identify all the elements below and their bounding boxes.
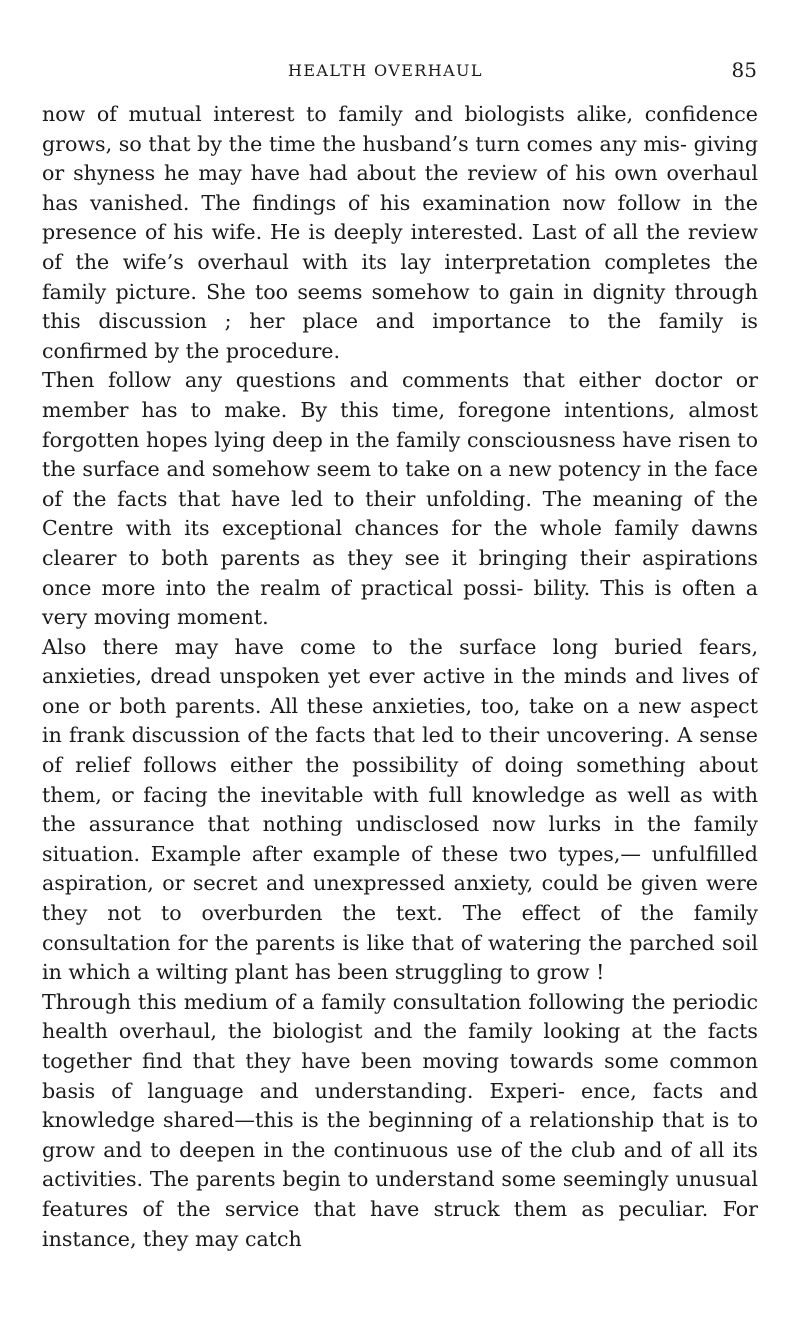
running-title: HEALTH OVERHAUL: [288, 61, 483, 80]
page-number: 85: [731, 58, 757, 82]
paragraph: Then follow any questions and comments that either doctor or member has to make. By this time, foregone intentions, almost forgotten hopes lying deep in the family consciousness have risen to the surface and somehow seem to take on a new potency in the face of the facts that have led to their unfolding. The meaning of the Centre with its exceptional chances for the whole family dawns clearer to both parents as they see it bringing their aspirations once more into the realm of practical possi- bility. This is often a very moving moment.: [42, 368, 758, 630]
paragraph: Through this medium of a family consultation following the periodic health overhaul, the biologist and the family looking at the facts together find that they have been moving towards some common basis of language and understanding. Experi- ence, facts and knowledge shared—this is the beginning of a relationship that is to grow and to deepen in the continuous use of the club and of all its activities. The parents begin to understand some seemingly unusual features of the service that have struck them as peculiar. For instance, they may catch: [42, 989, 758, 1251]
paragraph: now of mutual interest to family and biologists alike, confidence grows, so that by the time the husband’s turn comes any mis- giving or shyness he may have had about the review of his own overhaul has vanished. The findings of his examination now follow in the presence of his wife. He is deeply interested. Last of all the review of the wife’s overhaul with its lay interpretation completes the family picture. She too seems somehow to gain in dignity through this discussion ; her place and importance to the family is confirmed by the procedure.: [42, 102, 758, 363]
body-text: [42, 100, 758, 1254]
paragraph: Also there may have come to the surface long buried fears, anxieties, dread unspoken yet ever active in the minds and lives of one or both parents. All these anxieties, too, take on a new aspect in frank discussion of the facts that led to their uncovering. A sense of relief follows either the possibility of doing something about them, or facing the inevitable with full knowledge as well as with the assurance that nothing undisclosed now lurks in the family situation. Example after example of these two types,— unfulfilled aspiration, or secret and unexpressed anxiety, could be given were they not to overburden the text. The effect of the family consultation for the parents is like that of watering the parched soil in which a wilting plant has been struggling to grow !: [42, 634, 758, 985]
